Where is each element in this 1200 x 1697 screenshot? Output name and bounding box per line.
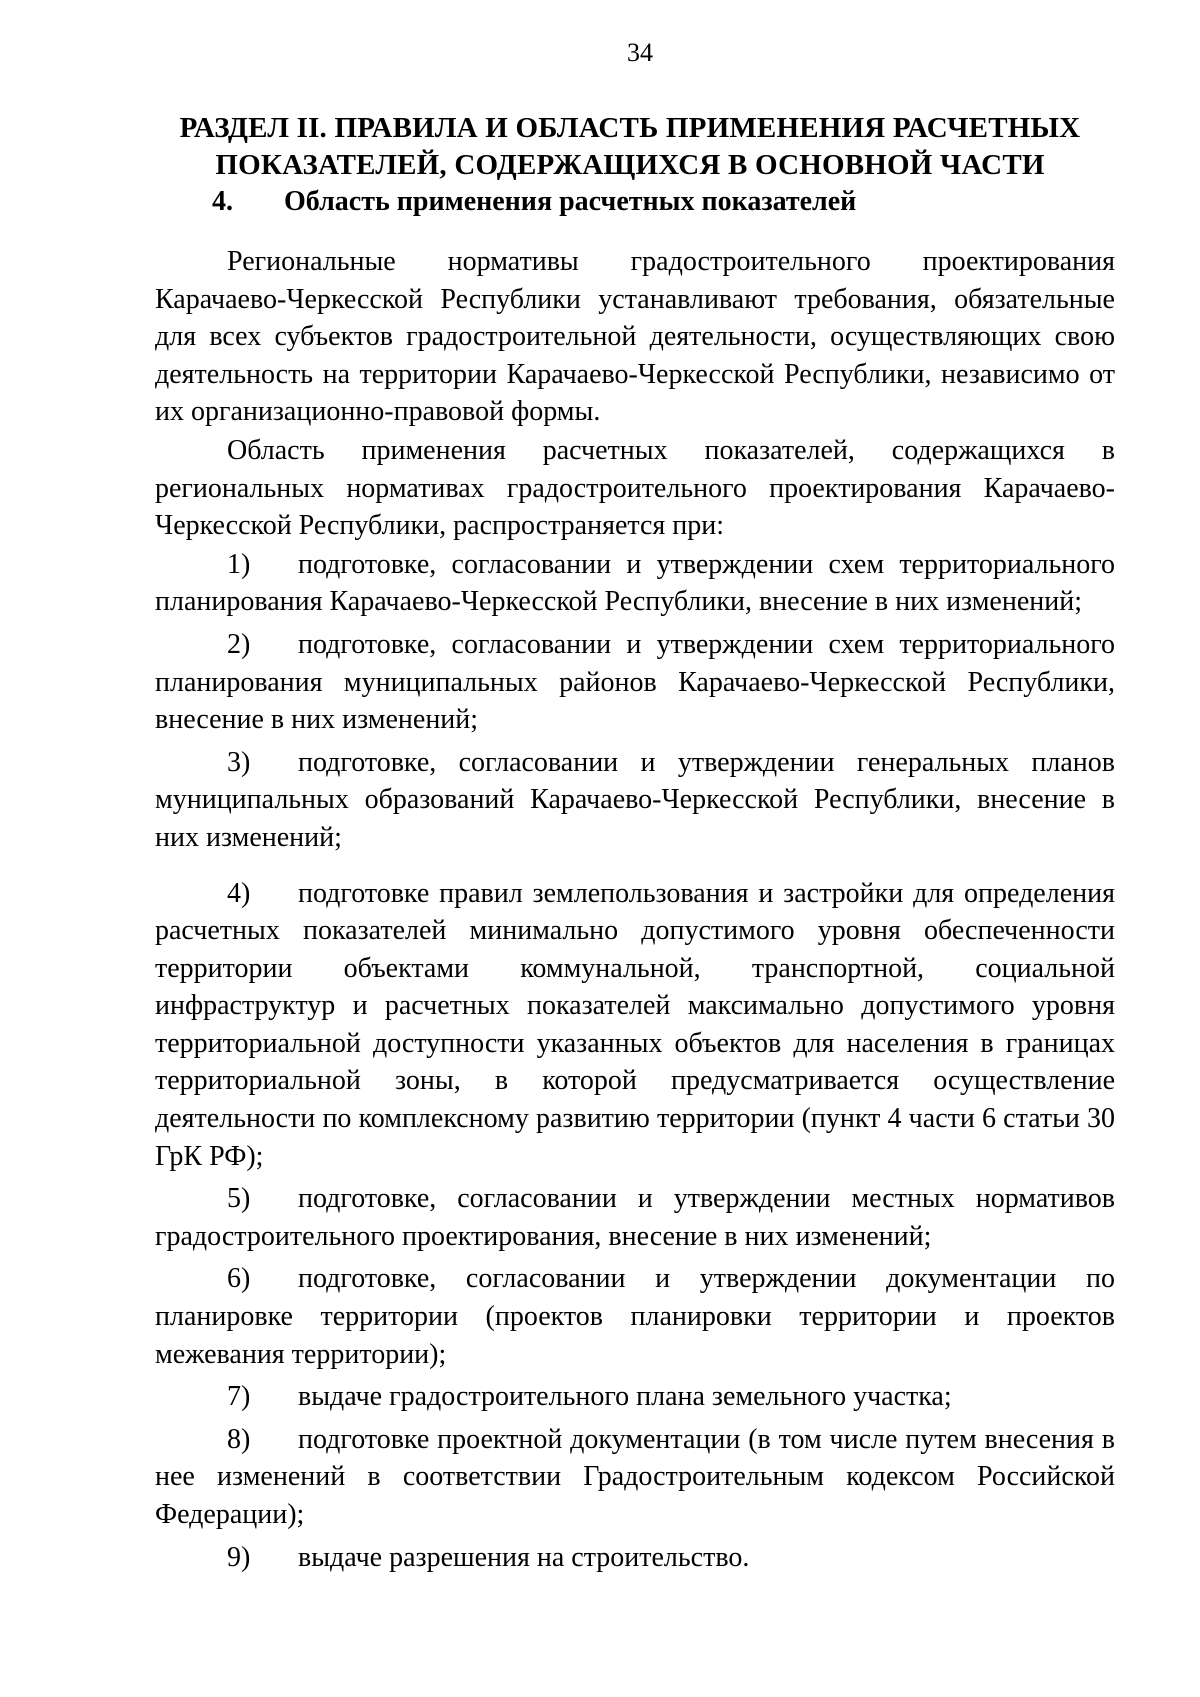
list-item-text: выдаче градостроительного плана земельного участка; xyxy=(298,1381,952,1413)
list-item-marker: 3) xyxy=(227,746,251,778)
list-item xyxy=(155,875,1115,1176)
list-item xyxy=(155,1378,1115,1416)
list-item-marker: 6) xyxy=(227,1263,251,1295)
list-item-marker: 7) xyxy=(227,1381,251,1413)
list-item xyxy=(155,1539,1115,1577)
list-item xyxy=(155,1421,1115,1534)
subsection-title: Область применения расчетных показателей xyxy=(284,186,857,217)
list-item-text: подготовке проектной документации (в том числе путем внесения в нее изменений в соответствии Градостроительным кодексом Российской Федерации); xyxy=(155,1423,1115,1530)
list-item xyxy=(155,546,1115,621)
page-number: 34 xyxy=(627,38,653,67)
list-item-marker: 1) xyxy=(227,548,251,580)
list-item-text: выдаче разрешения на строительство. xyxy=(298,1541,750,1573)
paragraph-intro: Региональные нормативы градостроительного проектирования Карачаево-Черкесской Республики устанавливают требования, обязательные для всех субъектов градостроительной деятельности, осуществляющих свою деятельность на территории Карачаево-Черкесской Республики, независимо от их организационно-правовой формы. xyxy=(155,246,1115,428)
list-item-text: подготовке, согласовании и утверждении местных нормативов градостроительного проектирования, внесение в них изменений; xyxy=(155,1183,1115,1252)
list-item xyxy=(155,744,1115,857)
list-item-marker: 8) xyxy=(227,1423,251,1455)
list-item-text: подготовке, согласовании и утверждении схем территориального планирования муниципальных районов Карачаево-Черкесской Республики, внесение в них изменений; xyxy=(155,628,1115,736)
paragraph-scope: Область применения расчетных показателей, содержащихся в региональных нормативах градостроительного проектирования Карачаево-Черкесской Республики, распространяется при: xyxy=(155,434,1115,542)
section-title-line-2: ПОКАЗАТЕЛЕЙ, СОДЕРЖАЩИХСЯ В ОСНОВНОЙ ЧАСТИ xyxy=(215,149,1045,181)
body-text xyxy=(155,243,1115,1581)
list-item-marker: 5) xyxy=(227,1183,251,1215)
list-item-text: подготовке, согласовании и утверждении генеральных планов муниципальных образований Карачаево-Черкесской Республики, внесение в них изменений; xyxy=(155,746,1115,853)
section-title xyxy=(150,110,1110,184)
list-item-text: подготовке, согласовании и утверждении схем территориального планирования Карачаево-Черкесской Республики, внесение в них изменений; xyxy=(155,548,1115,618)
section-title-line-1: РАЗДЕЛ II. ПРАВИЛА И ОБЛАСТЬ ПРИМЕНЕНИЯ РАСЧЕТНЫХ xyxy=(179,112,1081,144)
list-item-text: подготовке, согласовании и утверждении документации по планировке территории (проектов планировки территории и проектов межевания территории); xyxy=(155,1263,1115,1370)
list-item-marker: 4) xyxy=(227,877,251,909)
subsection-heading xyxy=(212,184,856,220)
list-item xyxy=(155,626,1115,739)
list-item-text: подготовке правил землепользования и застройки для определения расчетных показателей минимально допустимого уровня обеспеченности территории объектами коммунальной, транспортной, социальной инфраструктур и расчетных показателей максимально допустимого уровня территориальной доступности указанных объектов для населения в границах территориальной зоны, в которой предусматривается осуществление деятельности по комплексному развитию территории (пункт 4 части 6 статьи 30 ГрК РФ); xyxy=(155,877,1115,1172)
list-item-marker: 2) xyxy=(227,628,251,660)
list-item xyxy=(155,1180,1115,1255)
list-item-marker: 9) xyxy=(227,1541,251,1573)
subsection-number: 4. xyxy=(212,186,233,217)
list-item xyxy=(155,1260,1115,1373)
